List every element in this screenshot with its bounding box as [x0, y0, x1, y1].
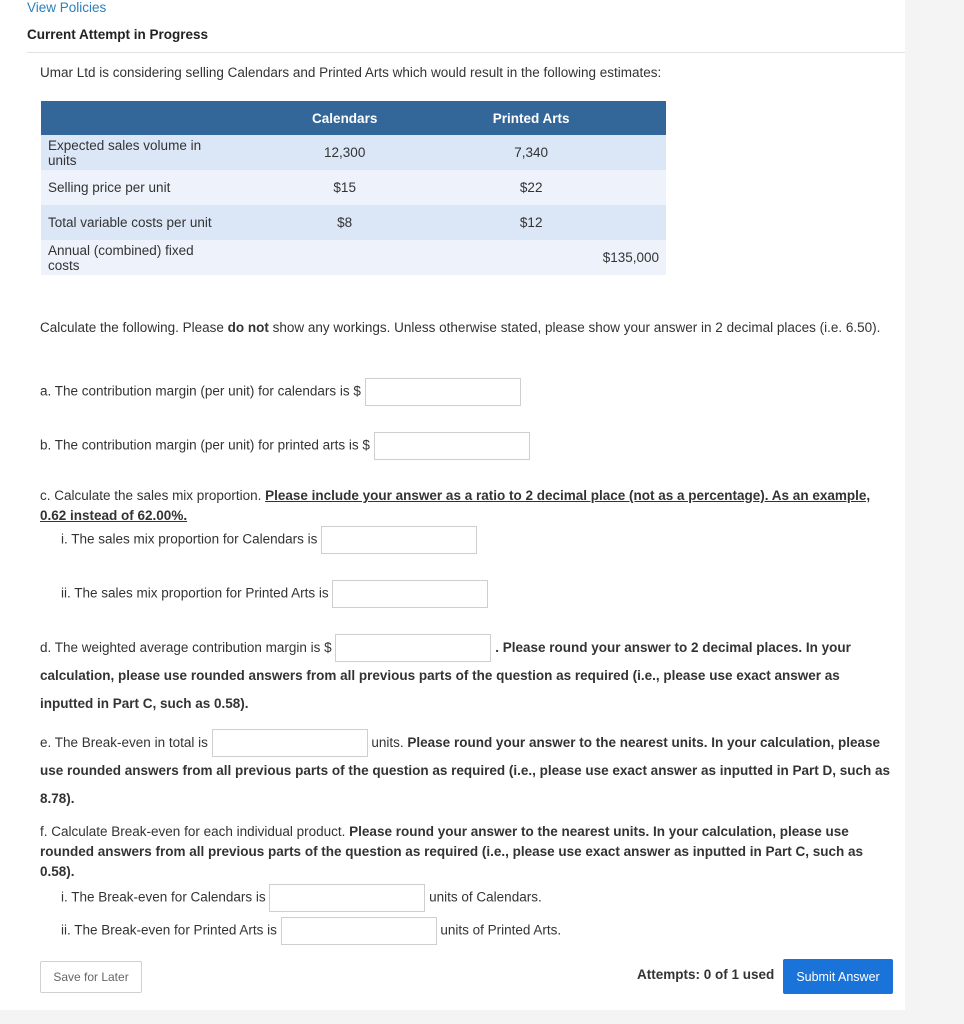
question-f-bold: Please round your answer to the nearest units. In your calculation, please use rounded answers from all previous parts of the question as required (i.e., please use exact answer as inputted in Part C, such as 0.58).: [40, 824, 863, 879]
question-f-i: [61, 884, 542, 912]
submit-answer-button[interactable]: Submit Answer: [783, 959, 893, 994]
table-row: [41, 135, 666, 170]
question-e-text: e. The Break-even in total is: [40, 735, 208, 750]
table-row: [41, 205, 666, 240]
cell-total: $135,000: [596, 240, 666, 275]
question-c-bold: Please include your answer as a ratio to 2 decimal place (not as a percentage). As an example, 0.62 instead of 62.00%.: [40, 488, 871, 523]
question-c-i: [61, 526, 477, 554]
divider: [27, 52, 905, 53]
intro-text: Umar Ltd is considering selling Calendars and Printed Arts which would result in the following estimates:: [40, 65, 662, 80]
answer-e-input[interactable]: [212, 729, 368, 757]
cell-calendars: $8: [223, 205, 467, 240]
question-f: [40, 822, 890, 882]
cell-total: [596, 205, 666, 240]
save-for-later-button[interactable]: Save for Later: [40, 961, 142, 993]
cell-printed-arts: 7,340: [467, 135, 596, 170]
question-d-bold: . Please round your answer to 2 decimal places. In your calculation, please use rounded answers from all previous parts of the question as required (i.e., please use exact answer as inputted in Part C, such as 0.58).: [40, 640, 851, 712]
row-label: Selling price per unit: [41, 170, 223, 205]
question-e-bold: Please round your answer to the nearest units. In your calculation, please use rounded answers from all previous parts of the question as required (i.e., please use exact answer as inputted in Part D, such as 8.78).: [40, 735, 890, 807]
question-f-i-text: i. The Break-even for Calendars is: [61, 889, 266, 905]
instructions: [40, 318, 890, 338]
row-label: Annual (combined) fixed costs: [41, 240, 223, 275]
question-b: [40, 432, 530, 460]
attempt-title: Current Attempt in Progress: [27, 27, 209, 42]
question-f-ii-text: ii. The Break-even for Printed Arts is: [61, 922, 277, 938]
cell-calendars: [223, 240, 467, 275]
answer-d-input[interactable]: [335, 634, 491, 662]
question-d-text: d. The weighted average contribution margin is $: [40, 640, 332, 655]
instructions-pre: Calculate the following. Please: [40, 320, 228, 335]
question-d: [40, 634, 890, 718]
answer-f-ii-input[interactable]: [281, 917, 437, 945]
instructions-post: show any workings. Unless otherwise stated, please show your answer in 2 decimal places (i.e. 6.50).: [268, 320, 881, 335]
table-header-printed-arts: Printed Arts: [467, 101, 596, 135]
answer-c-ii-input[interactable]: [332, 580, 488, 608]
cell-calendars: $15: [223, 170, 467, 205]
table-row: [41, 170, 666, 205]
question-c-ii: [61, 580, 488, 608]
estimates-table: [41, 101, 666, 275]
answer-a-input[interactable]: [365, 378, 521, 406]
table-header-blank: [41, 101, 223, 135]
attempts-counter: Attempts: 0 of 1 used: [637, 967, 775, 982]
question-c-i-text: i. The sales mix proportion for Calendars is: [61, 531, 318, 547]
cell-total: [596, 135, 666, 170]
table-header-calendars: Calendars: [223, 101, 467, 135]
question-f-ii: [61, 917, 561, 945]
cell-calendars: 12,300: [223, 135, 467, 170]
answer-b-input[interactable]: [374, 432, 530, 460]
question-a-text: a. The contribution margin (per unit) for calendars is $: [40, 383, 361, 399]
table-row: [41, 240, 666, 275]
instructions-bold: do not: [227, 320, 269, 335]
question-e: [40, 729, 890, 813]
table-header-row: [41, 101, 666, 135]
answer-c-i-input[interactable]: [321, 526, 477, 554]
table-header-total: [596, 101, 666, 135]
cell-printed-arts: $22: [467, 170, 596, 205]
question-b-text: b. The contribution margin (per unit) for printed arts is $: [40, 437, 370, 453]
question-c: [40, 486, 890, 526]
view-policies-link[interactable]: View Policies: [27, 0, 107, 15]
question-e-units: units.: [371, 735, 404, 750]
question-a: [40, 378, 521, 406]
question-f-i-suffix: units of Calendars.: [429, 889, 542, 905]
row-label: Total variable costs per unit: [41, 205, 223, 240]
cell-printed-arts: $12: [467, 205, 596, 240]
question-c-ii-text: ii. The sales mix proportion for Printed Arts is: [61, 585, 329, 601]
question-f-ii-suffix: units of Printed Arts.: [440, 922, 562, 938]
answer-f-i-input[interactable]: [269, 884, 425, 912]
cell-total: [596, 170, 666, 205]
row-label: Expected sales volume in units: [41, 135, 223, 170]
cell-printed-arts: [467, 240, 596, 275]
question-c-text: c. Calculate the sales mix proportion.: [40, 488, 266, 503]
question-f-text: f. Calculate Break-even for each individual product.: [40, 824, 350, 839]
